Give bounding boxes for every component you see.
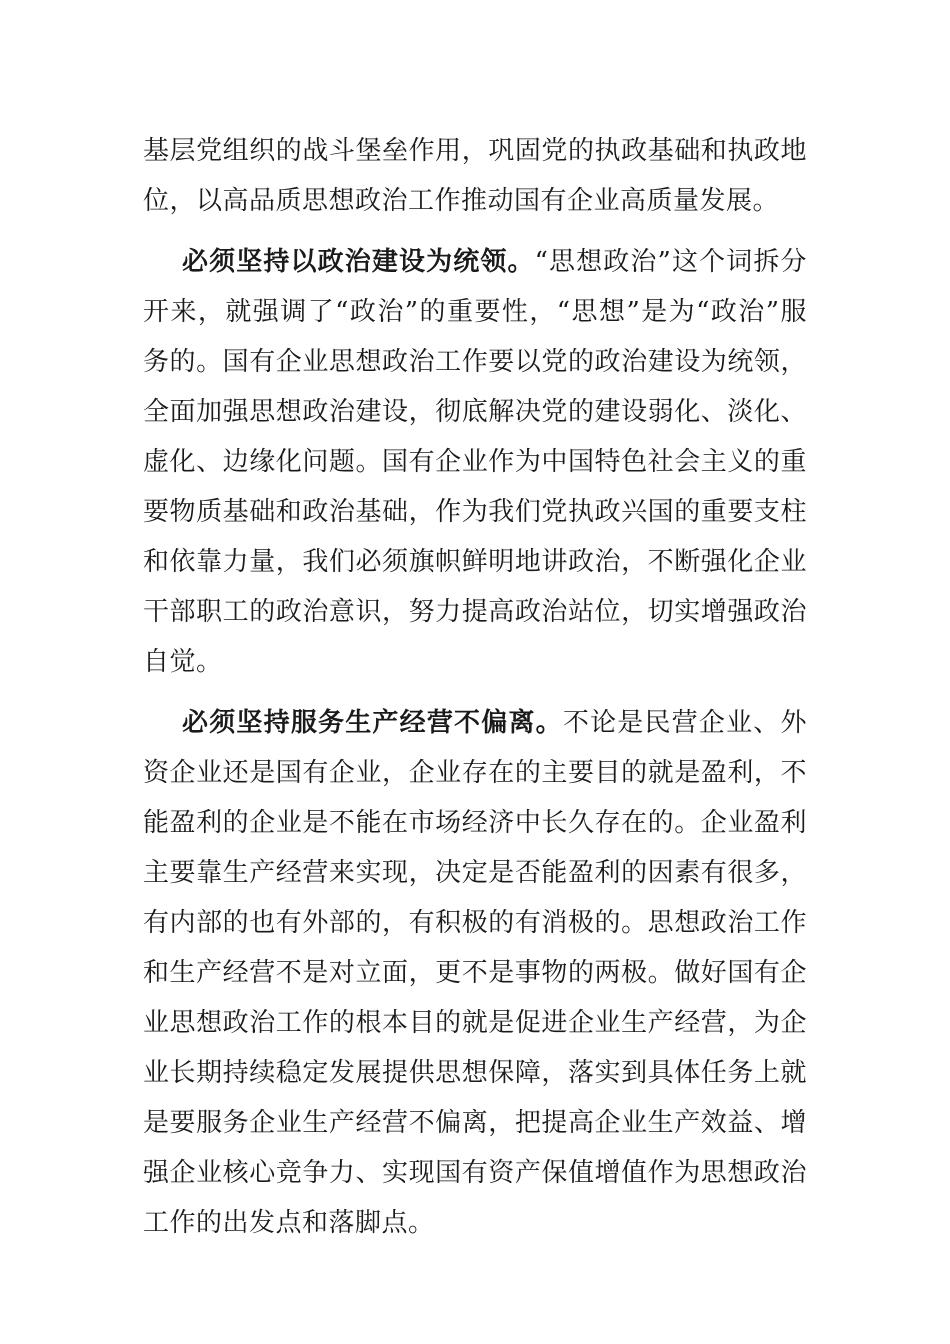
paragraph-continued (143, 126, 807, 226)
paragraph-political-construction (143, 237, 807, 687)
paragraph-lead-heading: 必须坚持服务生产经营不偏离。 (182, 708, 563, 738)
paragraph-text: “思想政治”这个词拆分开来，就强调了“政治”的重要性，“思想”是为“政治”服务的。国有企业思想政治工作要以党的政治建设为统领，全面加强思想政治建设，彻底解决党的建设弱化、淡化、虚化、边缘化问题。国有企业作为中国特色社会主义的重要物质基础和政治基础，作为我们党执政兴国的重要支柱和依靠力量，我们必须旗帜鲜明地讲政治，不断强化企业干部职工的政治意识，努力提高政治站位，切实增强政治自觉。 (143, 247, 807, 677)
paragraph-text: 基层党组织的战斗堡垒作用，巩固党的执政基础和执政地位，以高品质思想政治工作推动国有企业高质量发展。 (143, 136, 807, 216)
paragraph-gap (143, 226, 807, 237)
document-body (143, 126, 807, 1248)
paragraph-production-service (143, 698, 807, 1248)
paragraph-gap (143, 687, 807, 698)
paragraph-text: 不论是民营企业、外资企业还是国有企业，企业存在的主要目的就是盈利，不能盈利的企业是不能在市场经济中长久存在的。企业盈利主要靠生产经营来实现，决定是否能盈利的因素有很多，有内部的也有外部的，有积极的有消极的。思想政治工作和生产经营不是对立面，更不是事物的两极。做好国有企业思想政治工作的根本目的就是促进企业生产经营，为企业长期持续稳定发展提供思想保障，落实到具体任务上就是要服务企业生产经营不偏离，把提高企业生产效益、增强企业核心竞争力、实现国有资产保值增值作为思想政治工作的出发点和落脚点。 (143, 708, 807, 1238)
paragraph-lead-heading: 必须坚持以政治建设为统领。 (182, 247, 535, 277)
